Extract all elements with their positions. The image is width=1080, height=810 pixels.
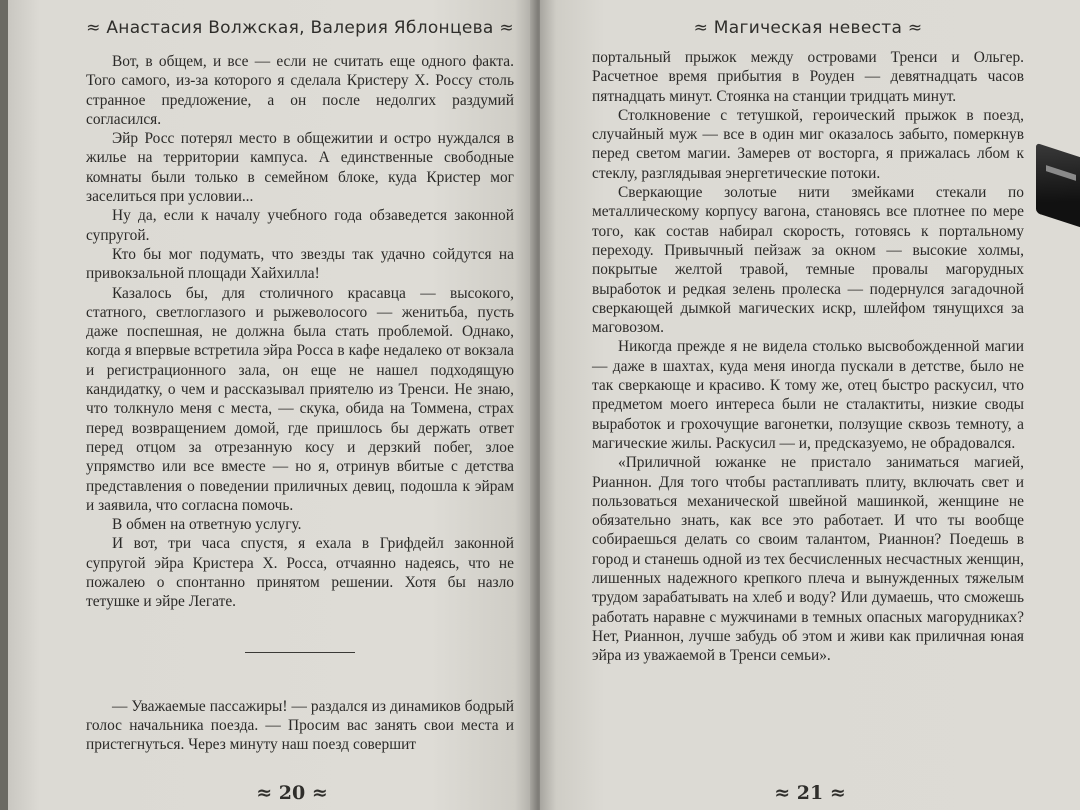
left-paragraph-2: Эйр Росс потерял место в общежитии и остро нуждался в жилье на территории кампуса. А единственные свободные комнаты были только в семейном блоке, куда Кристер мог заселиться при условии... (86, 130, 514, 206)
right-page (540, 0, 1080, 810)
left-running-head: ≈ Анастасия Волжская, Валерия Яблонцева ≈ (86, 18, 514, 38)
left-page (8, 0, 536, 810)
left-paragraph-7: И вот, три часа спустя, я ехала в Грифдейл законной супругой эйра Кристера Х. Росса, отчаянно надеясь, что не пожалею о спонтанно принятом решении. Хотя бы назло тетушке и эйре Легате. (86, 535, 514, 611)
right-running-head: ≈ Магическая невеста ≈ (693, 18, 923, 38)
left-page-text (86, 52, 514, 755)
right-page-text (592, 48, 1024, 666)
left-paragraph-3: Ну да, если к началу учебного года обзаведется законной супругой. (86, 207, 514, 244)
right-paragraph-1: Столкновение с тетушкой, героический прыжок в поезд, случайный муж — все в один миг оказалось забыто, померкнув перед светом магии. Замерев от восторга, я прижалась лбом к стеклу, разглядывая энергетические потоки. (592, 106, 1024, 182)
left-page-number: ≈ 20 ≈ (256, 782, 328, 804)
right-paragraph-3: Никогда прежде я не видела столько высвобожденной магии — даже в шахтах, куда меня иногда пускали в детстве, было не так сверкающе и красиво. К тому же, отец быстро раскусил, что предметом моего интереса были не сталактиты, низкие своды выработок и грохочущие вагонетки, ползущие сквозь темноту, а магические жилы. Раскусил — и, предсказуемо, не обрадовался. (592, 338, 1024, 452)
right-paragraph-continued: портальный прыжок между островами Тренси и Ольгер. Расчетное время прибытия в Роуден — девятнадцать часов пятнадцать минут. Стоянка на станции тридцать минут. (592, 49, 1024, 105)
left-paragraph-4: Кто бы мог подумать, что звезды так удачно сойдутся на привокзальной площади Хайхилла! (86, 245, 514, 283)
right-page-number: ≈ 21 ≈ (774, 782, 846, 804)
left-paragraph-8: — Уважаемые пассажиры! — раздался из динамиков бодрый голос начальника поезда. — Просим вас занять свои места и пристегнуться. Через минуту наш поезд совершит (86, 697, 514, 754)
left-paragraph-1: Вот, в общем, и все — если не считать еще одного факта. Того самого, из-за которого я сделала Кристеру Х. Россу столь странное предложение, а он после недолгих раздумий согласился. (86, 53, 514, 128)
left-paragraph-5: Казалось бы, для столичного красавца — высокого, статного, светлоглазого и рыжеволосого — женитьба, пусть даже поспешная, не должна была стать проблемой. Однако, когда я впервые встретила эйра Росса в кафе недалеко от вокзала и регистрационного зала, он еще не нашел подходящую кандидатку, о чем и рассказывал приятелю из Тренси. Не знаю, что толкнуло меня с места, — скука, обида на Томмена, страх перед возвращением домой, где пришлось бы держать ответ перед отцом за отрезанную косу и дерзкий побег, злое упрямство или все вместе — но я, отринув вбитые с детства представления о поведении приличных девиц, подошла к эйрам и заявила, что согласна помочь. (86, 284, 514, 514)
scene-break-rule (245, 652, 355, 653)
right-paragraph-2: Сверкающие золотые нити змейками стекали по металлическому корпусу вагона, становясь все плотнее по мере того, как состав набирал скорость, готовясь к портальному переходу. Привычный пейзаж за окном — высокие холмы, покрытые желтой травой, темные провалы магорудных выработок и редкая зелень пролеска — подернулся загадочной сверкающей дымкой магических искр, шлейфом тянущихся за маговозом. (592, 184, 1024, 337)
left-paragraph-6: В обмен на ответную услугу. (112, 516, 302, 534)
phone-corner-object (1036, 143, 1080, 227)
right-paragraph-4: «Приличной южанке не пристало заниматься магией, Рианнон. Для того чтобы растапливать плиту, включать свет и пользоваться механической швейной машинкой, женщине не обязательно знать, как все это работает. И что ты вообще собираешься делать со своим талантом, Рианнон? Поедешь в город и станешь одной из тех бесчисленных несчастных женщин, лишенных надежного крепкого плеча и вынужденных тяжелым трудом зарабатывать на хлеб и воду? Или думаешь, что сможешь работать наравне с мужчинами в темных опасных магорудниках? Нет, Рианнон, лучше забудь об этом и живи как приличная юная эйра из уважаемой в Тренси семьи». (592, 454, 1024, 665)
